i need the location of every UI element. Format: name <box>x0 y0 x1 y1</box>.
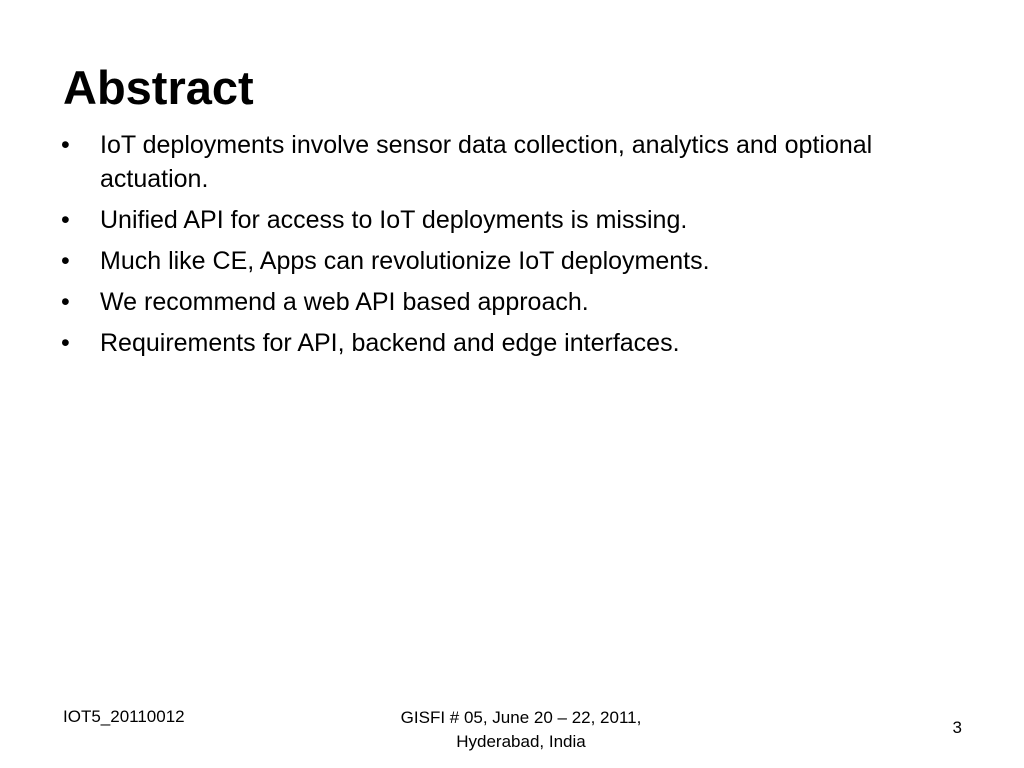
bullet-dot-icon: • <box>61 247 70 275</box>
bullet-item <box>63 244 943 278</box>
bullet-text: Unified API for access to IoT deployments is missing. <box>100 206 688 234</box>
bullet-dot-icon: • <box>61 288 70 316</box>
bullet-item <box>63 203 943 237</box>
footer-document-id: IOT5_20110012 <box>63 707 185 726</box>
bullet-item <box>63 128 943 196</box>
slide-page-number: 3 <box>952 718 962 737</box>
bullet-item <box>63 326 943 360</box>
bullet-text: Requirements for API, backend and edge interfaces. <box>100 329 680 357</box>
footer-event-info <box>340 706 702 754</box>
slide-title: Abstract <box>63 61 254 114</box>
bullet-list <box>63 128 943 367</box>
bullet-text: We recommend a web API based approach. <box>100 288 589 316</box>
footer-event-line-2: Hyderabad, India <box>456 732 586 751</box>
bullet-item <box>63 285 943 319</box>
bullet-text: IoT deployments involve sensor data collection, analytics and optional actuation. <box>100 131 873 193</box>
footer-event-line-1: GISFI # 05, June 20 – 22, 2011, <box>400 708 642 727</box>
bullet-dot-icon: • <box>61 329 70 357</box>
bullet-dot-icon: • <box>61 131 70 159</box>
bullet-dot-icon: • <box>61 206 70 234</box>
bullet-text: Much like CE, Apps can revolutionize IoT deployments. <box>100 247 710 275</box>
